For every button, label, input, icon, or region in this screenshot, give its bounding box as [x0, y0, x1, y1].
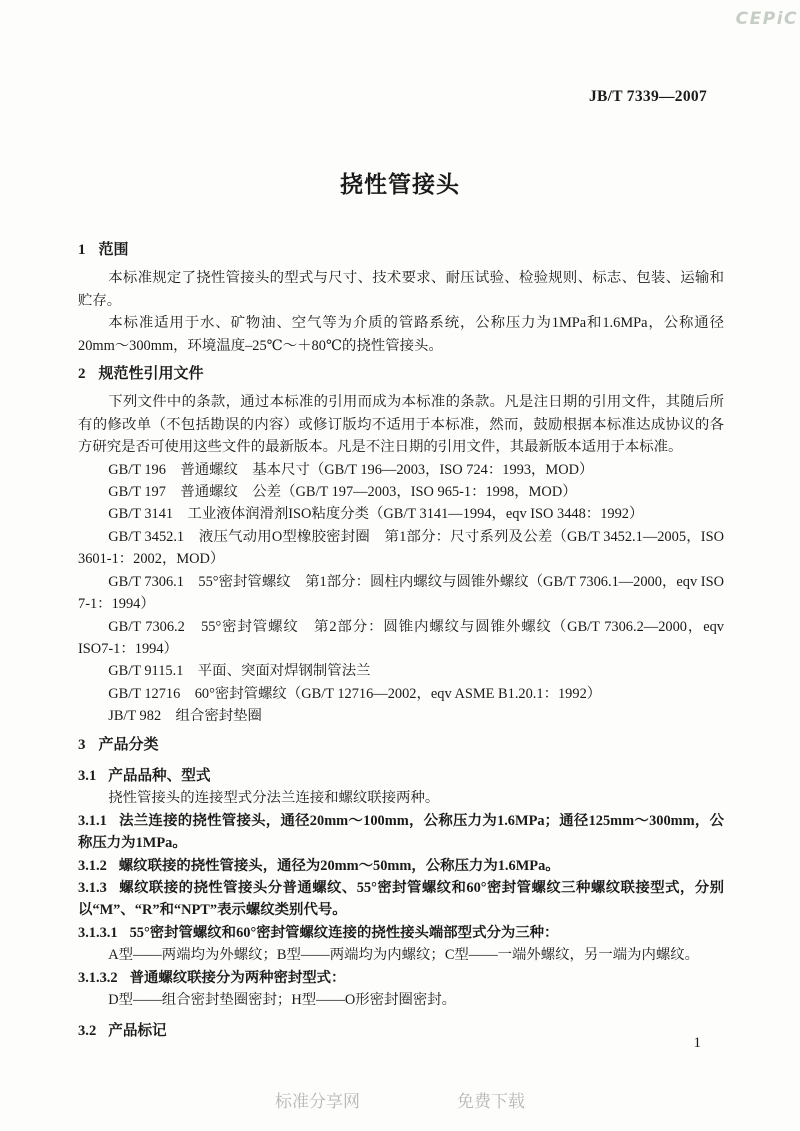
chapter-title: 范围 — [98, 242, 129, 258]
page-footer — [0, 1087, 800, 1112]
reference-item: JB/T 982 组合密封垫圈 — [108, 708, 262, 725]
clause — [78, 877, 724, 922]
reference-item: GB/T 197 普通螺纹 公差（GB/T 197—2003，ISO 965-1：1998，MOD） — [108, 484, 577, 501]
reference-item: GB/T 3141 工业液体润滑剂ISO粘度分类（GB/T 3141—1994，eqv ISO 3448：1992） — [108, 506, 644, 523]
clause-number: 3.2 — [78, 1023, 97, 1040]
paragraph: D型——组合密封垫圈密封；H型——O形密封圈密封。 — [108, 992, 457, 1008]
clause-text: 螺纹联接的挠性管接头，通径为20mm～50mm，公称压力为1.6MPa。 — [118, 857, 560, 874]
clause — [78, 810, 724, 855]
clause — [78, 967, 724, 989]
clause-text: 螺纹联接的挠性管接头分普通螺纹、55°密封管螺纹和60°密封管螺纹三种螺纹联接型式，分别以“M”、“R”和“NPT”表示螺纹类别代号。 — [78, 879, 724, 919]
clause-number: 3.1.2 — [78, 857, 107, 874]
reference-item: GB/T 7306.1 55°密封管螺纹 第1部分：圆柱内螺纹与圆锥外螺纹（GB/T 7306.1—2000，eqv ISO 7-1：1994） — [78, 573, 724, 613]
clause-text: 普通螺纹联接分为两种密封型式： — [129, 969, 346, 986]
standard-number: JB/T 7339—2007 — [588, 88, 707, 105]
paragraph: 本标准规定了挠性管接头的型式与尺寸、技术要求、耐压试验、检验规则、标志、包装、运输和贮存。 — [78, 270, 724, 309]
cepic-logo: CEPiC — [735, 9, 798, 29]
reference-item: GB/T 12716 60°密封管螺纹（GB/T 12716—2002，eqv ASME B1.20.1：1992） — [108, 685, 602, 702]
reference-item: GB/T 3452.1 液压气动用O型橡胶密封圈 第1部分：尺寸系列及公差（GB/T 3452.1—2005，ISO 3601-1：2002，MOD） — [78, 528, 724, 568]
document-body — [78, 233, 724, 1043]
paragraph: 本标准适用于水、矿物油、空气等为介质的管路系统，公称压力为1MPa和1.6MPa，公称通径20mm～300mm，环境温度–25℃～＋80℃的挠性管接头。 — [78, 315, 724, 354]
sub-heading — [78, 765, 724, 787]
clause-number: 3.1 — [78, 767, 97, 784]
clause-number: 3.1.3.1 — [78, 924, 118, 941]
sub-heading-title: 产品品种、型式 — [108, 767, 211, 784]
reference-item: GB/T 7306.2 55°密封管螺纹 第2部分：圆锥内螺纹与圆锥外螺纹（GB/T 7306.2—2000，eqv ISO7-1：1994） — [78, 618, 724, 657]
reference-item: GB/T 9115.1 平面、突面对焊钢制管法兰 — [108, 663, 371, 680]
clause-number: 3.1.1 — [78, 812, 107, 829]
page-number: 1 — [693, 1035, 701, 1051]
clause — [78, 855, 724, 877]
footer-download-link[interactable]: 免费下载 — [457, 1092, 525, 1111]
chapter-heading — [78, 734, 724, 756]
chapter-title: 规范性引用文件 — [98, 366, 204, 383]
footer-site-link[interactable]: 标准分享网 — [275, 1092, 360, 1111]
clause-number: 3.1.3 — [78, 879, 107, 896]
paragraph: 下列文件中的条款，通过本标准的引用而成为本标准的条款。凡是注日期的引用文件，其随后所有的修改单（不包括勘误的内容）或修订版均不适用于本标准，然而，鼓励根据本标准达成协议的各方研究是否可使用这些文件的最新版本。凡是不注日期的引用文件，其最新版本适用于本标准。 — [78, 394, 724, 456]
paragraph: 挠性管接头的连接型式分法兰连接和螺纹联接两种。 — [108, 790, 440, 807]
sub-heading-title: 产品标记 — [108, 1023, 167, 1040]
chapter-number: 2 — [78, 366, 86, 383]
chapter-title: 产品分类 — [98, 736, 159, 753]
reference-item: GB/T 196 普通螺纹 基本尺寸（GB/T 196—2003，ISO 724：1993，MOD） — [108, 461, 594, 478]
chapter-heading — [78, 239, 724, 261]
chapter-number: 1 — [78, 242, 86, 258]
chapter-number: 3 — [78, 736, 86, 753]
document-title: 挠性管接头 — [340, 172, 460, 197]
chapter-heading — [78, 363, 724, 385]
paragraph: A型——两端均为外螺纹；B型——两端均为内螺纹；C型——一端外螺纹，另一端为内螺纹。 — [108, 947, 700, 964]
sub-heading — [78, 1020, 724, 1042]
clause-number: 3.1.3.2 — [78, 969, 118, 986]
clause-text: 55°密封管螺纹和60°密封管螺纹连接的挠性接头端部型式分为三种： — [129, 924, 559, 941]
clause-text: 法兰连接的挠性管接头，通径20mm～100mm，公称压力为1.6MPa；通径125mm～300mm，公称压力为1MPa。 — [78, 812, 724, 852]
clause — [78, 922, 724, 944]
